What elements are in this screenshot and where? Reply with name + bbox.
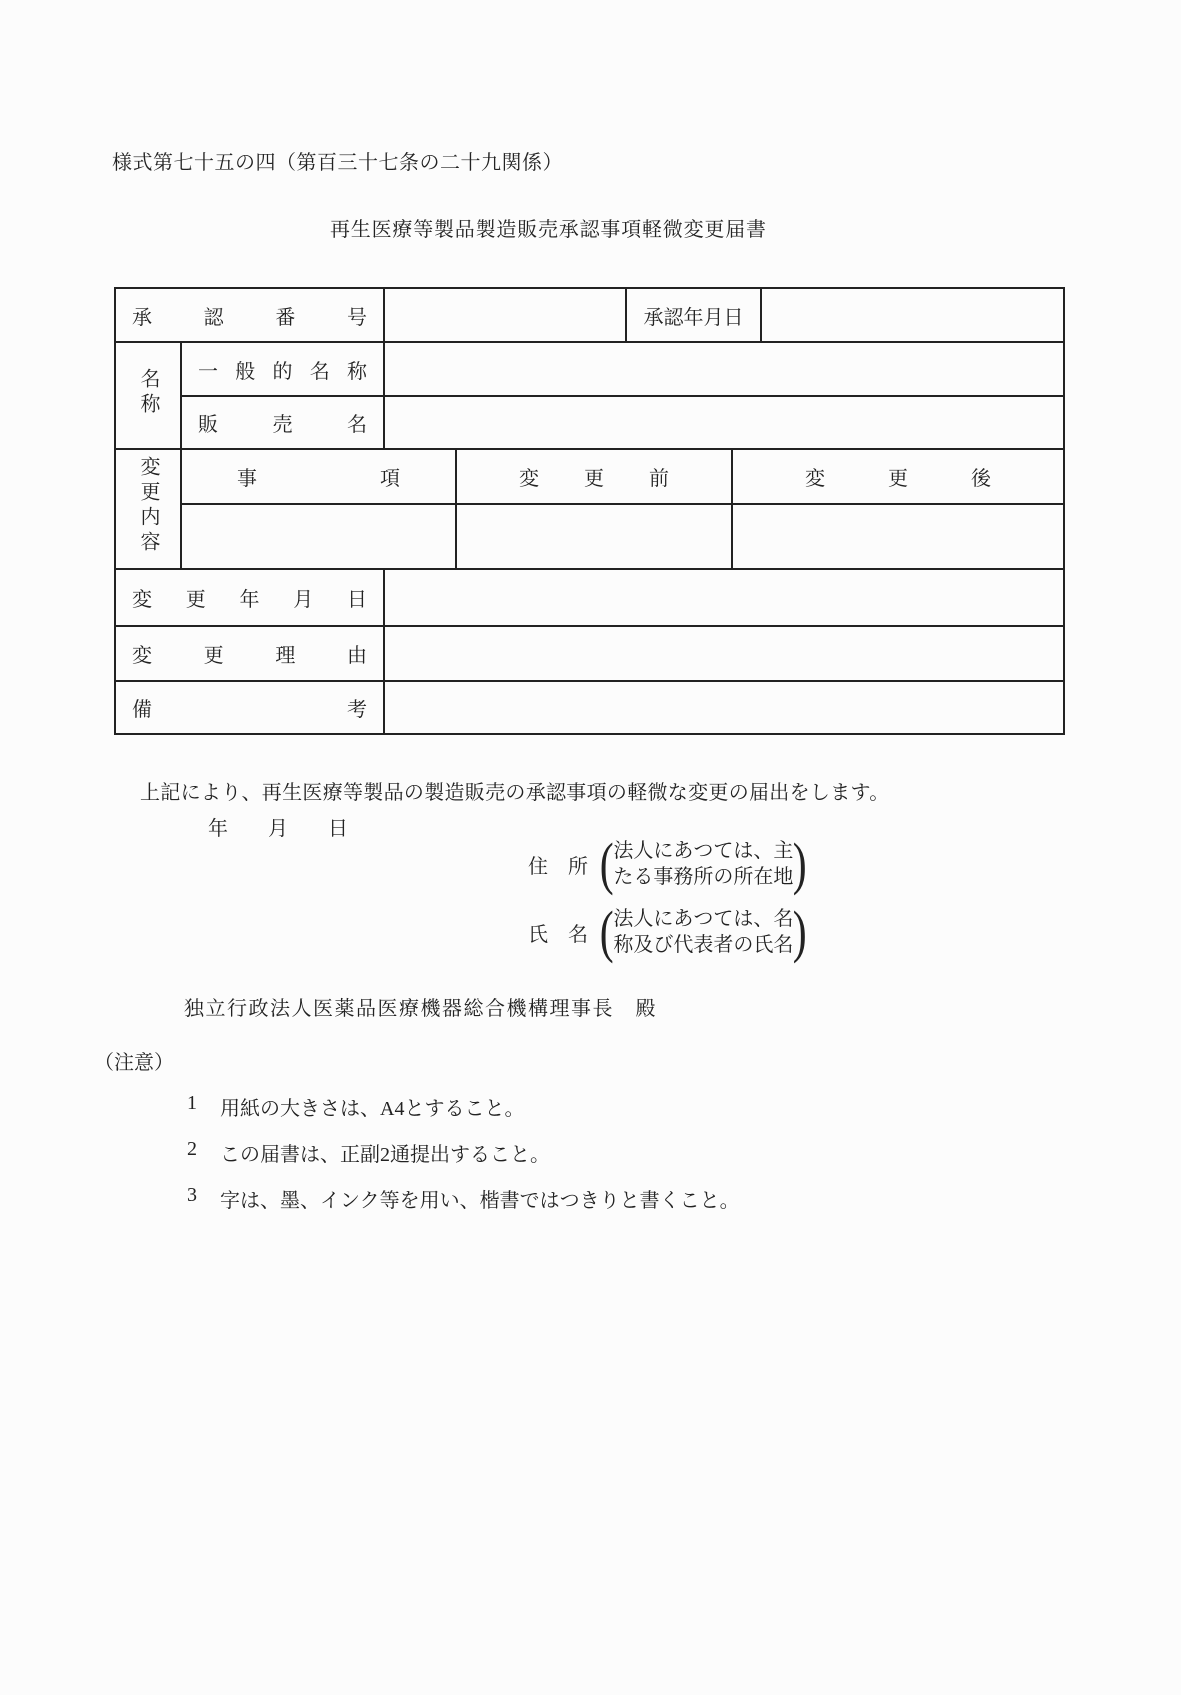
table-row [115,396,1064,449]
table-row [115,569,1064,626]
remarks-field [384,681,1064,734]
document-title: 再生医療等製品製造販売承認事項軽微変更届書 [330,219,767,241]
note-item [187,1138,550,1167]
table-row [115,681,1064,734]
before-change-header: 変更前 [456,449,732,504]
date-line: 年 月 日 [208,818,348,840]
note-item [187,1184,740,1213]
close-paren: ) [793,831,807,896]
change-reason-field [384,626,1064,681]
item-header: 事項 [181,449,456,504]
note-number: 2 [187,1138,197,1160]
name-label: 氏 名 [528,923,588,946]
change-date-field [384,569,1064,626]
generic-name-field [384,342,1064,396]
open-paren: ( [599,899,614,964]
item-field [181,504,456,569]
table-row [115,449,1064,504]
name-group-label: 名称 [115,342,181,449]
change-reason-label: 変更理由 [115,626,384,681]
table-row [115,626,1064,681]
approval-date-label: 承認年月日 [626,288,761,342]
remarks-label: 備考 [115,681,384,734]
table-row [115,288,1064,342]
open-paren: ( [599,831,614,896]
note-text: この届書は、正副2通提出すること。 [220,1144,550,1166]
change-details-label: 変更内容 [115,449,181,569]
recipient-line: 独立行政法人医薬品医療機器総合機構理事長 殿 [184,998,657,1020]
address-label: 住 所 [528,855,588,878]
address-row [528,831,807,896]
application-table [114,287,1065,735]
declaration-text: 上記により、再生医療等製品の製造販売の承認事項の軽微な変更の届出をします。 [140,782,890,804]
form-code-line: 様式第七十五の四（第百三十七条の二十九関係） [112,152,563,174]
before-change-field [456,504,732,569]
table-row [115,342,1064,396]
name-note: 法人にあつては、名 称及び代表者の氏名 [613,908,794,956]
table-row [115,504,1064,569]
change-date-label: 変更年月日 [115,569,384,626]
name-row [528,899,807,964]
approval-number-label: 承認番号 [115,288,384,342]
address-note: 法人にあつては、主 たる事務所の所在地 [613,840,794,888]
note-number: 1 [187,1092,197,1114]
note-number: 3 [187,1184,197,1206]
note-text: 字は、墨、インク等を用い、楷書ではつきりと書くこと。 [220,1190,740,1212]
note-item [187,1092,524,1121]
close-paren: ) [793,899,807,964]
after-change-header: 変更後 [732,449,1064,504]
approval-date-field [761,288,1064,342]
after-change-field [732,504,1064,569]
approval-number-field [384,288,626,342]
brand-name-label: 販売名 [181,396,384,449]
brand-name-field [384,396,1064,449]
generic-name-label: 一般的名称 [181,342,384,396]
note-text: 用紙の大きさは、A4とすること。 [220,1098,525,1120]
notes-heading: （注意） [94,1052,174,1074]
